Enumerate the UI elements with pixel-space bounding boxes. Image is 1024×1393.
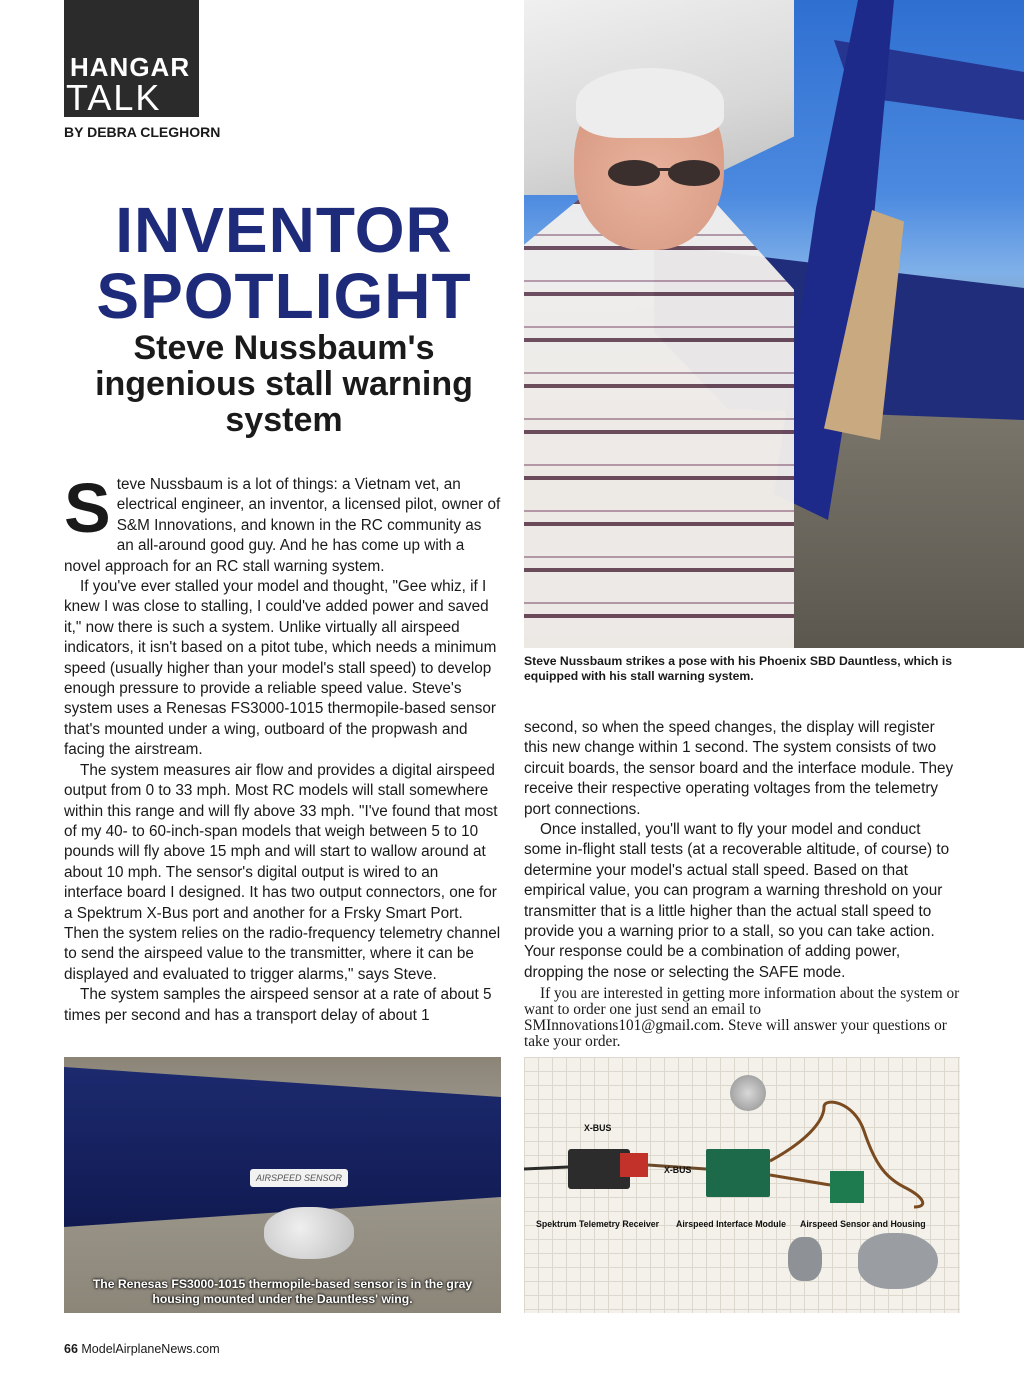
- paragraph-6: Once installed, you'll want to fly your model and conduct some in-flight stall tests (at a recoverable altitude, of course) to determine your model's actual stall speed. Based on that empirical value, you can program a warning threshold on your transmitter that is a little higher than the actual stall speed to provide you a warning prior to a stall, so you can take action. Your response could be a combination of adding power, dropping the nose or selecting the SAFE mode.: [524, 821, 950, 981]
- small-housing-part: [788, 1237, 822, 1281]
- sensor-board: [830, 1171, 864, 1203]
- caption-bottom-left-photo: The Renesas FS3000-1015 thermopile-based sensor is in the gray housing mounted under the Dauntless' wing.: [92, 1277, 473, 1306]
- sunglasses-icon: [604, 158, 724, 188]
- byline: BY DEBRA CLEGHORN: [64, 124, 221, 140]
- large-housing-part: [858, 1233, 938, 1289]
- paragraph-4: The system samples the airspeed sensor at a rate of about 5 times per second and has a transport delay of about 1: [64, 986, 492, 1024]
- caption-top-photo: Steve Nussbaum strikes a pose with his Phoenix SBD Dauntless, which is equipped with his stall warning system.: [524, 654, 953, 683]
- sensor-housing: [264, 1207, 354, 1259]
- deck-subtitle: Steve Nussbaum's ingenious stall warning system: [95, 329, 473, 439]
- interface-module-board: [706, 1149, 770, 1197]
- label-sensor-housing: Airspeed Sensor and Housing: [800, 1219, 926, 1229]
- paragraph-5: second, so when the speed changes, the display will register this new change within 1 second. The system consists of two circuit boards, the sensor board and the interface module. They receive their respective operating voltages from the telemetry port connections.: [524, 719, 954, 818]
- paragraph-7: If you are interested in getting more information about the system or want to order one just send an email to SMInnovations101@gmail.com. Steve will answer your questions or take your order.: [524, 985, 960, 1050]
- drop-cap: S: [64, 469, 111, 547]
- headline-line-1: INVENTOR: [115, 194, 453, 266]
- paragraph-2: If you've ever stalled your model and thought, "Gee whiz, if I knew I was close to stalling, I could've added power and saved it," now there is such a system. Unlike virtually all airspeed indicators, it isn't based on a pitot tube, which needs a minimum speed (usually higher than your model's stall speed) to develop enough pressure to provide a reliable speed value. Steve's system uses a Renesas FS3000-1015 thermopile-based sensor that's mounted under a wing, outboard of the propwash and facing the airstream.: [64, 578, 497, 759]
- page-number: 66: [64, 1342, 78, 1356]
- paragraph-3: The system measures air flow and provides a digital airspeed output from 0 to 33 mph. Most RC models will stall somewhere within this range and will fly above 33 mph. "I've found that most of my 40- to 60-inch-span models that weigh between 5 to 10 pounds will fly above 15 mph and will start to wallow around at about 10 mph. The sensor's digital output is wired to an interface board I designed. It has two output connectors, one for a Spektrum X-Bus port and another for a Frsky Smart Port. Then the system relies on the radio-frequency telemetry channel to send the airspeed value to the transmitter, where it can be displayed and evaluated to trigger alarms," says Steve.: [64, 761, 501, 983]
- paragraph-7-contact: [524, 986, 960, 1050]
- photo-inventor-with-plane: [524, 0, 1024, 648]
- receiver-connector: [620, 1153, 648, 1177]
- photo-hair: [576, 68, 724, 138]
- headline-line-2: SPOTLIGHT: [96, 260, 472, 332]
- page-footer: [64, 1342, 220, 1356]
- label-xbus-2: X-BUS: [664, 1165, 692, 1175]
- photo-sensor-under-wing: [64, 1057, 501, 1313]
- article-column-right: [524, 718, 960, 983]
- badge-line-1: HANGAR: [70, 52, 191, 82]
- photo-plaid-shirt: [524, 200, 794, 648]
- label-xbus-1: X-BUS: [584, 1123, 612, 1133]
- photo-system-components: [524, 1057, 960, 1313]
- paragraph-1: teve Nussbaum is a lot of things: a Vietnam vet, an electrical engineer, an inventor, a licensed pilot, owner of S&M Innovations, and known in the RC community as an all-around good guy. And he has come up with a novel approach for an RC stall warning system.: [64, 476, 501, 575]
- badge-line-2: TALK: [66, 77, 162, 118]
- label-receiver: Spektrum Telemetry Receiver: [536, 1219, 660, 1229]
- site-name: ModelAirplaneNews.com: [81, 1342, 220, 1356]
- label-interface-module: Airspeed Interface Module: [676, 1219, 786, 1229]
- airspeed-sensor-sticker: AIRSPEED SENSOR: [250, 1169, 348, 1187]
- article-column-left: [64, 469, 501, 1026]
